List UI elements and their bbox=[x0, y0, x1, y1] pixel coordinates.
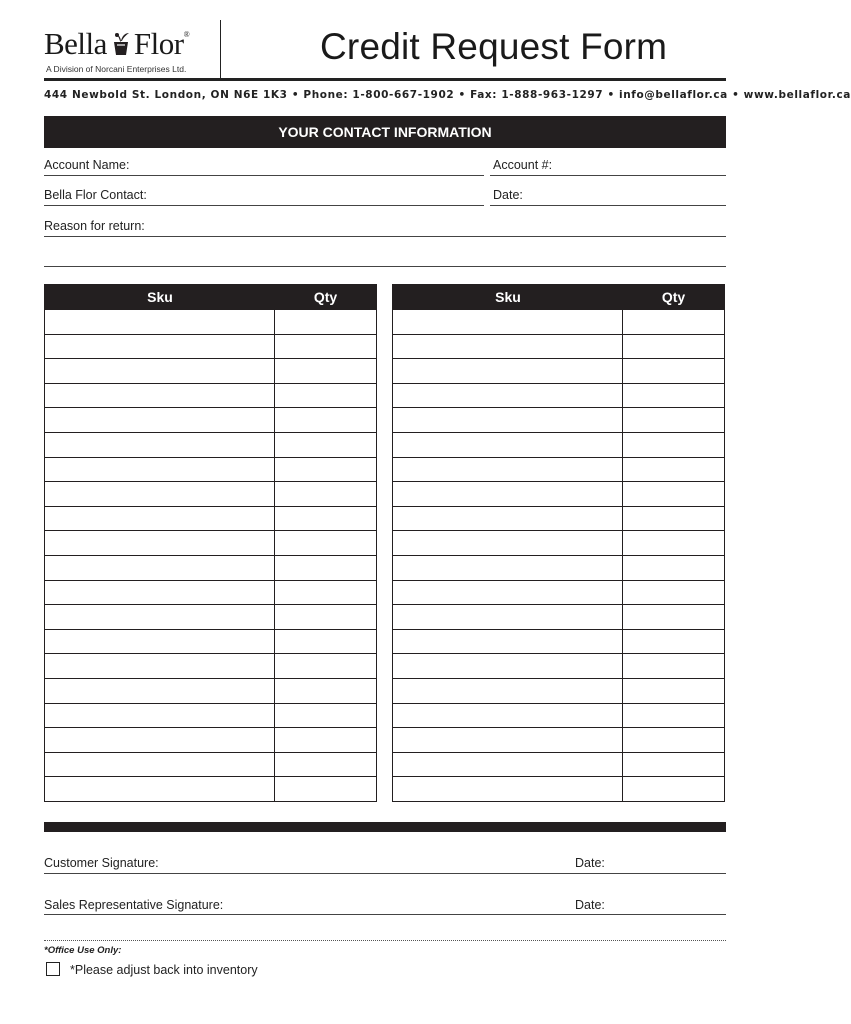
qty-cell[interactable] bbox=[275, 531, 376, 555]
qty-cell[interactable] bbox=[623, 458, 724, 482]
qty-cell[interactable] bbox=[623, 605, 724, 629]
table-row bbox=[393, 580, 724, 605]
table-row bbox=[393, 530, 724, 555]
table-row bbox=[393, 383, 724, 408]
date-label: Date: bbox=[493, 188, 523, 202]
table-row bbox=[45, 604, 376, 629]
qty-cell[interactable] bbox=[623, 753, 724, 777]
bella-flor-contact-label: Bella Flor Contact: bbox=[44, 188, 147, 202]
qty-cell[interactable] bbox=[275, 704, 376, 728]
sku-cell[interactable] bbox=[393, 359, 623, 383]
qty-cell[interactable] bbox=[275, 458, 376, 482]
sku-cell[interactable] bbox=[45, 408, 275, 432]
sku-cell[interactable] bbox=[393, 433, 623, 457]
table-row bbox=[393, 703, 724, 728]
reason-field-line-2[interactable] bbox=[44, 266, 726, 267]
qty-cell[interactable] bbox=[623, 704, 724, 728]
qty-cell[interactable] bbox=[275, 310, 376, 334]
sku-cell[interactable] bbox=[45, 384, 275, 408]
customer-date-label: Date: bbox=[575, 856, 605, 870]
sku-cell[interactable] bbox=[45, 458, 275, 482]
qty-column-header: Qty bbox=[661, 289, 686, 305]
table-row bbox=[45, 457, 376, 482]
qty-cell[interactable] bbox=[275, 384, 376, 408]
qty-cell[interactable] bbox=[623, 728, 724, 752]
sku-table-right bbox=[392, 284, 725, 802]
table-row bbox=[45, 653, 376, 678]
qty-cell[interactable] bbox=[623, 581, 724, 605]
table-row bbox=[393, 678, 724, 703]
sku-cell[interactable] bbox=[393, 458, 623, 482]
qty-cell[interactable] bbox=[275, 581, 376, 605]
qty-cell[interactable] bbox=[275, 654, 376, 678]
sku-cell[interactable] bbox=[45, 728, 275, 752]
page-title: Credit Request Form bbox=[320, 26, 668, 67]
sku-cell[interactable] bbox=[45, 679, 275, 703]
company-address: 444 Newbold St. London, ON N6E 1K3 • Phone: 1-800-667-1902 • Fax: 1-888-963-1297 • info@bellaflor.ca • www.bellaflor.ca bbox=[44, 89, 851, 101]
sku-cell[interactable] bbox=[393, 728, 623, 752]
qty-cell[interactable] bbox=[275, 359, 376, 383]
sku-cell[interactable] bbox=[45, 433, 275, 457]
contact-section-header: YOUR CONTACT INFORMATION bbox=[44, 116, 726, 148]
table-row bbox=[393, 432, 724, 457]
qty-cell[interactable] bbox=[275, 408, 376, 432]
account-number-field[interactable] bbox=[490, 175, 726, 176]
qty-cell[interactable] bbox=[275, 728, 376, 752]
qty-cell[interactable] bbox=[275, 753, 376, 777]
sku-cell[interactable] bbox=[393, 531, 623, 555]
table-row bbox=[393, 629, 724, 654]
account-number-label: Account #: bbox=[493, 158, 553, 172]
sku-cell[interactable] bbox=[393, 777, 623, 801]
sku-cell[interactable] bbox=[45, 335, 275, 359]
date-field[interactable] bbox=[490, 205, 726, 206]
qty-cell[interactable] bbox=[623, 408, 724, 432]
sku-cell[interactable] bbox=[45, 556, 275, 580]
qty-cell[interactable] bbox=[275, 507, 376, 531]
logo-wordmark bbox=[44, 26, 189, 62]
account-name-field[interactable] bbox=[44, 175, 484, 176]
qty-cell[interactable] bbox=[623, 777, 724, 801]
customer-signature-field[interactable] bbox=[44, 873, 574, 874]
qty-cell[interactable] bbox=[275, 679, 376, 703]
table-row bbox=[45, 309, 376, 334]
qty-cell[interactable] bbox=[623, 556, 724, 580]
sales-rep-signature-label: Sales Representative Signature: bbox=[44, 898, 224, 912]
table-row bbox=[393, 457, 724, 482]
table-row bbox=[393, 653, 724, 678]
table-row bbox=[45, 481, 376, 506]
sales-rep-date-label: Date: bbox=[575, 898, 605, 912]
sku-cell[interactable] bbox=[393, 654, 623, 678]
sku-cell[interactable] bbox=[45, 630, 275, 654]
qty-cell[interactable] bbox=[275, 777, 376, 801]
qty-cell[interactable] bbox=[623, 507, 724, 531]
customer-date-field[interactable] bbox=[572, 873, 726, 874]
sku-cell[interactable] bbox=[45, 531, 275, 555]
sku-cell[interactable] bbox=[393, 507, 623, 531]
customer-signature-label: Customer Signature: bbox=[44, 856, 159, 870]
logo-name-right: Flor bbox=[133, 26, 184, 61]
sku-cell[interactable] bbox=[393, 335, 623, 359]
sku-cell[interactable] bbox=[45, 753, 275, 777]
inventory-checkbox[interactable] bbox=[46, 962, 60, 976]
office-use-label: *Office Use Only: bbox=[44, 945, 122, 956]
sku-cell[interactable] bbox=[45, 654, 275, 678]
table-row bbox=[45, 580, 376, 605]
table-row bbox=[393, 358, 724, 383]
sku-column-header: Sku bbox=[495, 289, 521, 305]
table-row bbox=[393, 727, 724, 752]
qty-cell[interactable] bbox=[623, 384, 724, 408]
table-row bbox=[45, 432, 376, 457]
office-divider bbox=[44, 940, 726, 941]
table-row bbox=[393, 506, 724, 531]
table-row bbox=[393, 309, 724, 334]
table-header bbox=[45, 285, 376, 309]
table-row bbox=[393, 334, 724, 359]
sku-cell[interactable] bbox=[45, 777, 275, 801]
sku-table-left bbox=[44, 284, 377, 802]
qty-cell[interactable] bbox=[275, 605, 376, 629]
sku-cell[interactable] bbox=[393, 605, 623, 629]
table-row bbox=[45, 629, 376, 654]
sku-cell[interactable] bbox=[393, 310, 623, 334]
qty-cell[interactable] bbox=[623, 335, 724, 359]
sales-rep-date-field[interactable] bbox=[572, 914, 726, 915]
sku-cell[interactable] bbox=[45, 482, 275, 506]
qty-column-header: Qty bbox=[313, 289, 338, 305]
sku-cell[interactable] bbox=[45, 581, 275, 605]
qty-cell[interactable] bbox=[623, 654, 724, 678]
table-row bbox=[393, 776, 724, 801]
sku-cell[interactable] bbox=[393, 581, 623, 605]
flower-pot-icon bbox=[110, 31, 132, 57]
sku-cell[interactable] bbox=[45, 310, 275, 334]
logo-name-left: Bella bbox=[44, 26, 107, 61]
table-row bbox=[45, 678, 376, 703]
reason-label: Reason for return: bbox=[44, 219, 145, 233]
qty-cell[interactable] bbox=[275, 335, 376, 359]
qty-cell[interactable] bbox=[623, 310, 724, 334]
table-body bbox=[393, 309, 724, 801]
table-row bbox=[45, 727, 376, 752]
sku-cell[interactable] bbox=[45, 605, 275, 629]
qty-cell[interactable] bbox=[623, 482, 724, 506]
sales-rep-signature-field[interactable] bbox=[44, 914, 574, 915]
inventory-checkbox-label: *Please adjust back into inventory bbox=[70, 963, 258, 977]
sku-cell[interactable] bbox=[393, 408, 623, 432]
section-divider-bar bbox=[44, 822, 726, 832]
header-rule bbox=[44, 78, 726, 81]
sku-cell[interactable] bbox=[393, 753, 623, 777]
table-row bbox=[45, 334, 376, 359]
table-row bbox=[45, 752, 376, 777]
sku-cell[interactable] bbox=[393, 482, 623, 506]
logo-subtitle: A Division of Norcani Enterprises Ltd. bbox=[46, 64, 187, 74]
qty-cell[interactable] bbox=[623, 433, 724, 457]
bella-flor-contact-field[interactable] bbox=[44, 205, 484, 206]
table-row bbox=[393, 481, 724, 506]
sku-cell[interactable] bbox=[393, 630, 623, 654]
sku-cell[interactable] bbox=[393, 704, 623, 728]
table-row bbox=[393, 555, 724, 580]
table-row bbox=[393, 752, 724, 777]
qty-cell[interactable] bbox=[275, 630, 376, 654]
sku-column-header: Sku bbox=[147, 289, 173, 305]
table-row bbox=[45, 506, 376, 531]
table-row bbox=[393, 604, 724, 629]
table-body bbox=[45, 309, 376, 801]
sku-cell[interactable] bbox=[45, 704, 275, 728]
account-name-label: Account Name: bbox=[44, 158, 130, 172]
qty-cell[interactable] bbox=[275, 556, 376, 580]
qty-cell[interactable] bbox=[623, 679, 724, 703]
sku-cell[interactable] bbox=[45, 359, 275, 383]
company-logo bbox=[44, 22, 220, 80]
qty-cell[interactable] bbox=[623, 359, 724, 383]
sku-cell[interactable] bbox=[393, 556, 623, 580]
table-row bbox=[45, 407, 376, 432]
header-divider bbox=[220, 20, 221, 78]
sku-cell[interactable] bbox=[45, 507, 275, 531]
qty-cell[interactable] bbox=[623, 630, 724, 654]
table-header bbox=[393, 285, 724, 309]
registered-mark: ® bbox=[183, 30, 190, 39]
qty-cell[interactable] bbox=[275, 482, 376, 506]
table-row bbox=[45, 555, 376, 580]
table-row bbox=[45, 383, 376, 408]
qty-cell[interactable] bbox=[275, 433, 376, 457]
table-row bbox=[45, 530, 376, 555]
table-row bbox=[393, 407, 724, 432]
reason-field-line-1[interactable] bbox=[44, 236, 726, 237]
sku-cell[interactable] bbox=[393, 384, 623, 408]
table-row bbox=[45, 776, 376, 801]
qty-cell[interactable] bbox=[623, 531, 724, 555]
table-row bbox=[45, 703, 376, 728]
table-row bbox=[45, 358, 376, 383]
sku-cell[interactable] bbox=[393, 679, 623, 703]
